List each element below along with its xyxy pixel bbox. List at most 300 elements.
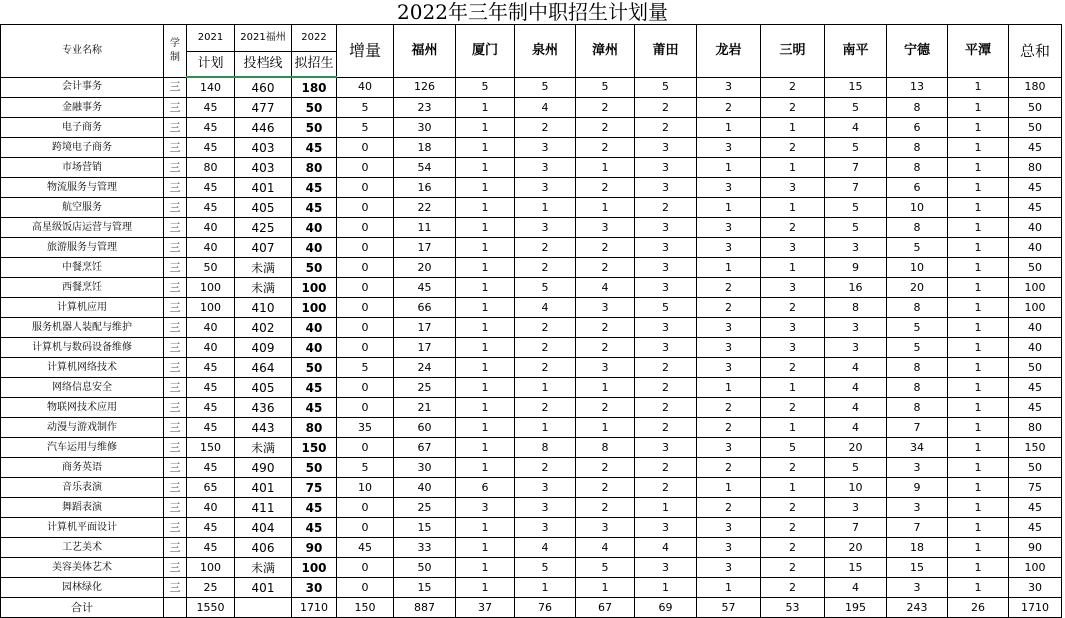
header-cutoff[interactable]: 投档线 [235, 52, 292, 78]
header-xuezhi[interactable]: 学 制 [164, 25, 187, 78]
cell-ly[interactable]: 3 [697, 438, 761, 458]
cell-ly[interactable]: 2 [697, 418, 761, 438]
cell-xm[interactable]: 1 [456, 538, 515, 558]
cell-plan[interactable]: 45 [187, 518, 235, 538]
header-zhangzhou[interactable]: 漳州 [576, 25, 635, 78]
cell-sm[interactable]: 1 [761, 378, 825, 398]
cell-inc[interactable]: 0 [337, 178, 394, 198]
cell-nz[interactable]: 50 [292, 118, 337, 138]
cell-name[interactable]: 航空服务 [1, 198, 164, 218]
cell-qz[interactable]: 76 [515, 598, 576, 618]
cell-qz[interactable]: 2 [515, 258, 576, 278]
cell-pt[interactable]: 69 [635, 598, 697, 618]
cell-sm[interactable]: 2 [761, 98, 825, 118]
cell-plan[interactable]: 150 [187, 438, 235, 458]
cell-plan[interactable]: 45 [187, 418, 235, 438]
cell-name[interactable]: 中餐烹饪 [1, 258, 164, 278]
cell-ptan[interactable]: 1 [948, 158, 1009, 178]
cell-total[interactable]: 45 [1009, 398, 1062, 418]
cell-nz[interactable]: 45 [292, 398, 337, 418]
header-quanzhou[interactable]: 泉州 [515, 25, 576, 78]
cell-sm[interactable]: 1 [761, 478, 825, 498]
cell-line[interactable]: 490 [235, 458, 292, 478]
cell-nd[interactable]: 5 [887, 338, 948, 358]
cell-nd[interactable]: 10 [887, 198, 948, 218]
cell-nz[interactable]: 40 [292, 218, 337, 238]
cell-sm[interactable]: 1 [761, 418, 825, 438]
cell-ly[interactable]: 3 [697, 338, 761, 358]
cell-name[interactable]: 汽车运用与维修 [1, 438, 164, 458]
cell-nz[interactable]: 45 [292, 198, 337, 218]
cell-ptan[interactable]: 1 [948, 318, 1009, 338]
cell-np[interactable]: 7 [825, 178, 887, 198]
cell-inc[interactable]: 0 [337, 158, 394, 178]
cell-xz[interactable]: 三 [164, 278, 187, 298]
cell-pt[interactable]: 2 [635, 458, 697, 478]
cell-fz[interactable]: 33 [394, 538, 456, 558]
cell-nz[interactable]: 40 [292, 318, 337, 338]
cell-nd[interactable]: 20 [887, 278, 948, 298]
cell-np[interactable]: 20 [825, 438, 887, 458]
cell-nd[interactable]: 8 [887, 218, 948, 238]
cell-qz[interactable]: 5 [515, 77, 576, 98]
cell-total[interactable]: 150 [1009, 438, 1062, 458]
cell-qz[interactable]: 2 [515, 338, 576, 358]
cell-plan[interactable]: 40 [187, 318, 235, 338]
cell-pt[interactable]: 1 [635, 498, 697, 518]
cell-np[interactable]: 3 [825, 238, 887, 258]
cell-qz[interactable]: 3 [515, 178, 576, 198]
cell-ly[interactable]: 1 [697, 478, 761, 498]
cell-np[interactable]: 8 [825, 298, 887, 318]
cell-zz[interactable]: 3 [576, 298, 635, 318]
cell-inc[interactable]: 0 [337, 318, 394, 338]
cell-fz[interactable]: 15 [394, 518, 456, 538]
cell-qz[interactable]: 5 [515, 278, 576, 298]
cell-xz[interactable]: 三 [164, 558, 187, 578]
cell-ptan[interactable]: 1 [948, 418, 1009, 438]
cell-qz[interactable]: 5 [515, 558, 576, 578]
cell-ptan[interactable]: 1 [948, 278, 1009, 298]
cell-fz[interactable]: 18 [394, 138, 456, 158]
cell-ly[interactable]: 1 [697, 158, 761, 178]
cell-plan[interactable]: 45 [187, 398, 235, 418]
cell-nd[interactable]: 8 [887, 378, 948, 398]
header-2021-fuzhou[interactable]: 2021福州 [235, 25, 292, 52]
cell-line[interactable]: 404 [235, 518, 292, 538]
cell-total[interactable]: 80 [1009, 158, 1062, 178]
cell-total[interactable]: 50 [1009, 118, 1062, 138]
cell-xz[interactable]: 三 [164, 498, 187, 518]
cell-pt[interactable]: 3 [635, 558, 697, 578]
cell-total[interactable]: 45 [1009, 498, 1062, 518]
cell-plan[interactable]: 40 [187, 338, 235, 358]
cell-nd[interactable]: 8 [887, 398, 948, 418]
cell-total[interactable]: 40 [1009, 338, 1062, 358]
cell-xz[interactable]: 三 [164, 298, 187, 318]
cell-ly[interactable]: 3 [697, 318, 761, 338]
cell-zz[interactable]: 3 [576, 358, 635, 378]
cell-ptan[interactable]: 1 [948, 198, 1009, 218]
cell-xm[interactable]: 1 [456, 398, 515, 418]
cell-zz[interactable]: 5 [576, 77, 635, 98]
cell-xm[interactable]: 1 [456, 158, 515, 178]
cell-ptan[interactable]: 1 [948, 98, 1009, 118]
cell-xz[interactable]: 三 [164, 438, 187, 458]
cell-nz[interactable]: 1710 [292, 598, 337, 618]
cell-inc[interactable]: 40 [337, 77, 394, 98]
header-nanping[interactable]: 南平 [825, 25, 887, 78]
cell-inc[interactable]: 0 [337, 238, 394, 258]
cell-ptan[interactable]: 1 [948, 498, 1009, 518]
cell-plan[interactable]: 45 [187, 538, 235, 558]
cell-xz[interactable]: 三 [164, 478, 187, 498]
cell-name[interactable]: 计算机与数码设备维修 [1, 338, 164, 358]
cell-sm[interactable]: 2 [761, 138, 825, 158]
cell-fz[interactable]: 17 [394, 338, 456, 358]
cell-ptan[interactable]: 1 [948, 238, 1009, 258]
cell-plan[interactable]: 1550 [187, 598, 235, 618]
cell-pt[interactable]: 4 [635, 538, 697, 558]
cell-inc[interactable]: 0 [337, 198, 394, 218]
cell-ly[interactable]: 3 [697, 518, 761, 538]
cell-zz[interactable]: 4 [576, 278, 635, 298]
cell-pt[interactable]: 3 [635, 518, 697, 538]
cell-nd[interactable]: 5 [887, 238, 948, 258]
cell-line[interactable]: 未满 [235, 558, 292, 578]
cell-name[interactable]: 计算机平面设计 [1, 518, 164, 538]
cell-xz[interactable]: 三 [164, 118, 187, 138]
cell-plan[interactable]: 45 [187, 378, 235, 398]
cell-total[interactable]: 50 [1009, 458, 1062, 478]
cell-xz[interactable]: 三 [164, 518, 187, 538]
cell-zz[interactable]: 2 [576, 238, 635, 258]
cell-sm[interactable]: 3 [761, 338, 825, 358]
cell-sm[interactable]: 1 [761, 198, 825, 218]
cell-nz[interactable]: 100 [292, 558, 337, 578]
cell-inc[interactable]: 5 [337, 458, 394, 478]
cell-total[interactable]: 45 [1009, 138, 1062, 158]
cell-inc[interactable]: 0 [337, 518, 394, 538]
cell-ptan[interactable]: 1 [948, 218, 1009, 238]
cell-line[interactable] [235, 598, 292, 618]
cell-pt[interactable]: 2 [635, 418, 697, 438]
cell-ptan[interactable]: 1 [948, 458, 1009, 478]
cell-name[interactable]: 舞蹈表演 [1, 498, 164, 518]
cell-line[interactable]: 443 [235, 418, 292, 438]
cell-qz[interactable]: 3 [515, 218, 576, 238]
cell-ptan[interactable]: 1 [948, 478, 1009, 498]
cell-fz[interactable]: 25 [394, 378, 456, 398]
cell-xm[interactable]: 37 [456, 598, 515, 618]
cell-ly[interactable]: 2 [697, 298, 761, 318]
cell-total[interactable]: 100 [1009, 278, 1062, 298]
cell-ly[interactable]: 3 [697, 77, 761, 98]
cell-plan[interactable]: 25 [187, 578, 235, 598]
cell-zz[interactable]: 8 [576, 438, 635, 458]
cell-qz[interactable]: 1 [515, 198, 576, 218]
cell-xm[interactable]: 1 [456, 418, 515, 438]
cell-np[interactable]: 3 [825, 338, 887, 358]
cell-nz[interactable]: 50 [292, 358, 337, 378]
cell-nz[interactable]: 50 [292, 98, 337, 118]
cell-nd[interactable]: 3 [887, 458, 948, 478]
header-total[interactable]: 总和 [1009, 25, 1062, 78]
cell-ly[interactable]: 57 [697, 598, 761, 618]
cell-plan[interactable]: 140 [187, 77, 235, 98]
cell-line[interactable]: 401 [235, 178, 292, 198]
cell-qz[interactable]: 3 [515, 158, 576, 178]
cell-xm[interactable]: 1 [456, 578, 515, 598]
cell-line[interactable]: 401 [235, 578, 292, 598]
cell-plan[interactable]: 45 [187, 138, 235, 158]
cell-ptan[interactable]: 1 [948, 138, 1009, 158]
cell-nd[interactable]: 9 [887, 478, 948, 498]
cell-inc[interactable]: 5 [337, 358, 394, 378]
cell-inc[interactable]: 0 [337, 558, 394, 578]
cell-name[interactable]: 工艺美术 [1, 538, 164, 558]
cell-ptan[interactable]: 1 [948, 578, 1009, 598]
cell-np[interactable]: 4 [825, 378, 887, 398]
cell-total[interactable]: 100 [1009, 298, 1062, 318]
cell-xz[interactable]: 三 [164, 77, 187, 98]
cell-line[interactable]: 411 [235, 498, 292, 518]
header-2022[interactable]: 2022 [292, 25, 337, 52]
cell-nz[interactable]: 80 [292, 418, 337, 438]
cell-line[interactable]: 405 [235, 198, 292, 218]
cell-pt[interactable]: 3 [635, 258, 697, 278]
cell-qz[interactable]: 4 [515, 98, 576, 118]
cell-ly[interactable]: 3 [697, 218, 761, 238]
cell-qz[interactable]: 3 [515, 138, 576, 158]
cell-name[interactable]: 计算机应用 [1, 298, 164, 318]
cell-ptan[interactable]: 1 [948, 558, 1009, 578]
cell-plan[interactable]: 45 [187, 178, 235, 198]
cell-zz[interactable]: 4 [576, 538, 635, 558]
cell-xm[interactable]: 3 [456, 498, 515, 518]
cell-name[interactable]: 会计事务 [1, 77, 164, 98]
cell-np[interactable]: 5 [825, 98, 887, 118]
cell-zz[interactable]: 5 [576, 558, 635, 578]
cell-xm[interactable]: 6 [456, 478, 515, 498]
cell-fz[interactable]: 20 [394, 258, 456, 278]
cell-total[interactable]: 40 [1009, 318, 1062, 338]
header-planned-enroll[interactable]: 拟招生 [292, 52, 337, 78]
cell-xm[interactable]: 1 [456, 318, 515, 338]
cell-pt[interactable]: 3 [635, 158, 697, 178]
cell-ly[interactable]: 2 [697, 278, 761, 298]
cell-name[interactable]: 旅游服务与管理 [1, 238, 164, 258]
cell-ly[interactable]: 3 [697, 358, 761, 378]
cell-xm[interactable]: 1 [456, 338, 515, 358]
header-fuzhou[interactable]: 福州 [394, 25, 456, 78]
cell-fz[interactable]: 887 [394, 598, 456, 618]
cell-inc[interactable]: 10 [337, 478, 394, 498]
cell-nd[interactable]: 6 [887, 178, 948, 198]
cell-line[interactable]: 410 [235, 298, 292, 318]
cell-sm[interactable]: 3 [761, 318, 825, 338]
header-increase[interactable]: 增量 [337, 25, 394, 78]
cell-qz[interactable]: 3 [515, 478, 576, 498]
cell-nd[interactable]: 7 [887, 518, 948, 538]
cell-sm[interactable]: 2 [761, 498, 825, 518]
cell-nz[interactable]: 45 [292, 138, 337, 158]
cell-ptan[interactable]: 1 [948, 398, 1009, 418]
cell-name[interactable]: 合计 [1, 598, 164, 618]
cell-ptan[interactable]: 1 [948, 118, 1009, 138]
cell-np[interactable]: 7 [825, 518, 887, 538]
cell-nd[interactable]: 3 [887, 498, 948, 518]
cell-ptan[interactable]: 1 [948, 77, 1009, 98]
cell-nz[interactable]: 180 [292, 77, 337, 98]
cell-name[interactable]: 动漫与游戏制作 [1, 418, 164, 438]
cell-inc[interactable]: 45 [337, 538, 394, 558]
cell-sm[interactable]: 53 [761, 598, 825, 618]
cell-total[interactable]: 80 [1009, 418, 1062, 438]
cell-ly[interactable]: 3 [697, 538, 761, 558]
cell-nz[interactable]: 100 [292, 278, 337, 298]
cell-nz[interactable]: 150 [292, 438, 337, 458]
cell-plan[interactable]: 45 [187, 458, 235, 478]
cell-ly[interactable]: 2 [697, 98, 761, 118]
cell-total[interactable]: 45 [1009, 378, 1062, 398]
cell-fz[interactable]: 22 [394, 198, 456, 218]
cell-xm[interactable]: 1 [456, 138, 515, 158]
cell-plan[interactable]: 45 [187, 98, 235, 118]
cell-name[interactable]: 网络信息安全 [1, 378, 164, 398]
cell-inc[interactable]: 0 [337, 218, 394, 238]
cell-ptan[interactable]: 1 [948, 358, 1009, 378]
cell-pt[interactable]: 2 [635, 398, 697, 418]
cell-plan[interactable]: 65 [187, 478, 235, 498]
cell-xz[interactable]: 三 [164, 98, 187, 118]
cell-nd[interactable]: 8 [887, 98, 948, 118]
cell-total[interactable]: 45 [1009, 178, 1062, 198]
cell-xz[interactable]: 三 [164, 218, 187, 238]
cell-xm[interactable]: 1 [456, 458, 515, 478]
cell-fz[interactable]: 24 [394, 358, 456, 378]
cell-pt[interactable]: 3 [635, 238, 697, 258]
cell-qz[interactable]: 4 [515, 298, 576, 318]
cell-nd[interactable]: 6 [887, 118, 948, 138]
cell-zz[interactable]: 2 [576, 138, 635, 158]
cell-xm[interactable]: 1 [456, 518, 515, 538]
cell-fz[interactable]: 66 [394, 298, 456, 318]
cell-nz[interactable]: 45 [292, 378, 337, 398]
cell-xm[interactable]: 5 [456, 77, 515, 98]
cell-sm[interactable]: 1 [761, 258, 825, 278]
cell-nd[interactable]: 8 [887, 358, 948, 378]
cell-np[interactable]: 4 [825, 578, 887, 598]
cell-total[interactable]: 75 [1009, 478, 1062, 498]
cell-xz[interactable]: 三 [164, 458, 187, 478]
cell-nd[interactable]: 10 [887, 258, 948, 278]
cell-pt[interactable]: 5 [635, 298, 697, 318]
cell-fz[interactable]: 54 [394, 158, 456, 178]
cell-total[interactable]: 30 [1009, 578, 1062, 598]
cell-nd[interactable]: 8 [887, 158, 948, 178]
cell-pt[interactable]: 2 [635, 358, 697, 378]
cell-nz[interactable]: 45 [292, 178, 337, 198]
cell-xz[interactable]: 三 [164, 358, 187, 378]
cell-np[interactable]: 4 [825, 118, 887, 138]
cell-name[interactable]: 物联网技术应用 [1, 398, 164, 418]
cell-name[interactable]: 电子商务 [1, 118, 164, 138]
cell-line[interactable]: 402 [235, 318, 292, 338]
cell-fz[interactable]: 40 [394, 478, 456, 498]
cell-total[interactable]: 40 [1009, 238, 1062, 258]
cell-fz[interactable]: 45 [394, 278, 456, 298]
cell-xz[interactable]: 三 [164, 158, 187, 178]
cell-pt[interactable]: 2 [635, 198, 697, 218]
cell-pt[interactable]: 2 [635, 118, 697, 138]
cell-xz[interactable]: 三 [164, 318, 187, 338]
cell-nd[interactable]: 13 [887, 77, 948, 98]
header-2021[interactable]: 2021 [187, 25, 235, 52]
header-xiamen[interactable]: 厦门 [456, 25, 515, 78]
cell-plan[interactable]: 40 [187, 498, 235, 518]
cell-xm[interactable]: 1 [456, 118, 515, 138]
cell-name[interactable]: 商务英语 [1, 458, 164, 478]
header-ningde[interactable]: 宁德 [887, 25, 948, 78]
cell-ly[interactable]: 3 [697, 558, 761, 578]
cell-zz[interactable]: 2 [576, 98, 635, 118]
cell-name[interactable]: 音乐表演 [1, 478, 164, 498]
cell-np[interactable]: 5 [825, 218, 887, 238]
cell-total[interactable]: 45 [1009, 198, 1062, 218]
cell-nz[interactable]: 50 [292, 458, 337, 478]
cell-xm[interactable]: 1 [456, 258, 515, 278]
cell-zz[interactable]: 2 [576, 338, 635, 358]
cell-name[interactable]: 高星级饭店运营与管理 [1, 218, 164, 238]
cell-name[interactable]: 金融事务 [1, 98, 164, 118]
cell-inc[interactable]: 35 [337, 418, 394, 438]
cell-ly[interactable]: 1 [697, 578, 761, 598]
cell-sm[interactable]: 2 [761, 558, 825, 578]
cell-ly[interactable]: 2 [697, 498, 761, 518]
cell-pt[interactable]: 3 [635, 338, 697, 358]
cell-sm[interactable]: 3 [761, 238, 825, 258]
cell-sm[interactable]: 2 [761, 358, 825, 378]
cell-pt[interactable]: 3 [635, 438, 697, 458]
cell-ptan[interactable]: 1 [948, 438, 1009, 458]
cell-zz[interactable]: 2 [576, 498, 635, 518]
cell-name[interactable]: 跨境电子商务 [1, 138, 164, 158]
cell-line[interactable]: 403 [235, 158, 292, 178]
cell-zz[interactable]: 2 [576, 318, 635, 338]
cell-name[interactable]: 服务机器人装配与维护 [1, 318, 164, 338]
cell-xm[interactable]: 1 [456, 298, 515, 318]
cell-plan[interactable]: 50 [187, 258, 235, 278]
cell-np[interactable]: 5 [825, 458, 887, 478]
cell-zz[interactable]: 1 [576, 578, 635, 598]
cell-nz[interactable]: 30 [292, 578, 337, 598]
cell-inc[interactable]: 5 [337, 98, 394, 118]
cell-fz[interactable]: 21 [394, 398, 456, 418]
cell-fz[interactable]: 17 [394, 238, 456, 258]
cell-plan[interactable]: 45 [187, 198, 235, 218]
cell-xz[interactable]: 三 [164, 578, 187, 598]
cell-sm[interactable]: 2 [761, 578, 825, 598]
cell-sm[interactable]: 3 [761, 278, 825, 298]
cell-inc[interactable]: 0 [337, 438, 394, 458]
cell-fz[interactable]: 126 [394, 77, 456, 98]
cell-qz[interactable]: 3 [515, 518, 576, 538]
cell-sm[interactable]: 2 [761, 458, 825, 478]
cell-plan[interactable]: 40 [187, 218, 235, 238]
cell-line[interactable]: 477 [235, 98, 292, 118]
cell-inc[interactable]: 0 [337, 378, 394, 398]
